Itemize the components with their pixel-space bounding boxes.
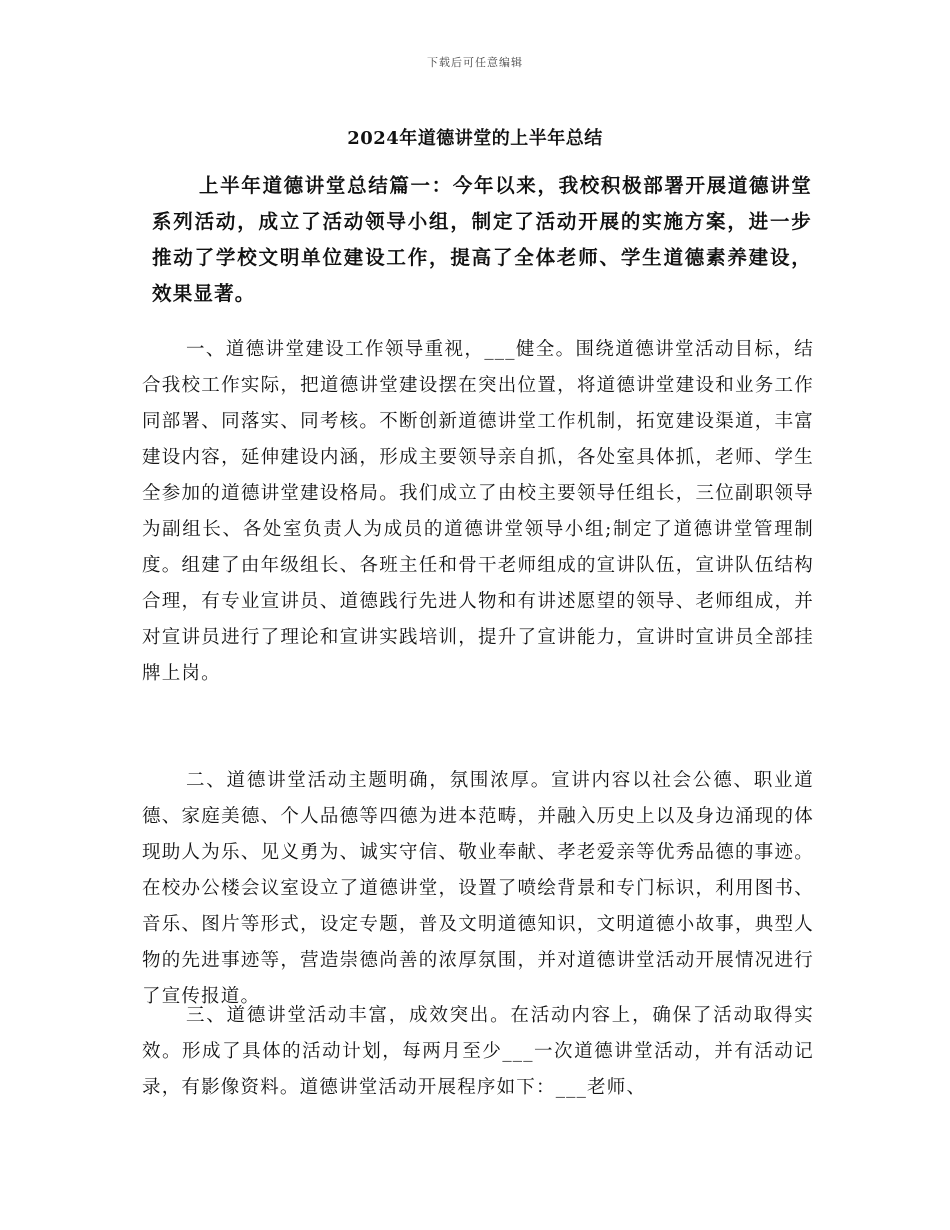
paragraph-2: 二、道德讲堂活动主题明确，氛围浓厚。宣讲内容以社会公德、职业道德、家庭美德、个人品德等四德为进本范畴，并融入历史上以及身边涌现的体现助人为乐、见义勇为、诚实守信、敬业奉献、孝老爱亲等优秀品德的事迹。在校办公楼会议室设立了道德讲堂，设置了喷绘背景和专门标识，利用图书、音乐、图片等形式，设定专题，普及文明道德知识，文明道德小故事，典型人物的先进事迹等，营造崇德尚善的浓厚氛围，并对道德讲堂活动开展情况进行了宣传报道。 [142, 770, 814, 1007]
paragraph-3: 三、道德讲堂活动丰富，成效突出。在活动内容上，确保了活动取得实效。形成了具体的活动计划，每两月至少___一次道德讲堂活动，并有活动记录，有影像资料。道德讲堂活动开展程序如下：___老师、 [142, 1005, 814, 1098]
header-note: 下载后可任意编辑 [427, 56, 523, 69]
lead-paragraph: 上半年道德讲堂总结篇一：今年以来，我校积极部署开展道德讲堂系列活动，成立了活动领导小组，制定了活动开展的实施方案，进一步推动了学校文明单位建设工作，提高了全体老师、学生道德素养建设，效果显著。 [152, 174, 812, 305]
document-title: 2024年道德讲堂的上半年总结 [347, 128, 603, 149]
paragraph-1: 一、道德讲堂建设工作领导重视，___健全。围绕道德讲堂活动目标，结合我校工作实际，把道德讲堂建设摆在突出位置，将道德讲堂建设和业务工作同部署、同落实、同考核。不断创新道德讲堂工作机制，拓宽建设渠道，丰富建设内容，延伸建设内涵，形成主要领导亲自抓，各处室具体抓，老师、学生全参加的道德讲堂建设格局。我们成立了由校主要领导任组长，三位副职领导为副组长、各处室负责人为成员的道德讲堂领导小组;制定了道德讲堂管理制度。组建了由年级组长、各班主任和骨干老师组成的宣讲队伍，宣讲队伍结构合理，有专业宣讲员、道德践行先进人物和有讲述愿望的领导、老师组成，并对宣讲员进行了理论和宣讲实践培训，提升了宣讲能力，宣讲时宣讲员全部挂牌上岗。 [142, 339, 814, 684]
